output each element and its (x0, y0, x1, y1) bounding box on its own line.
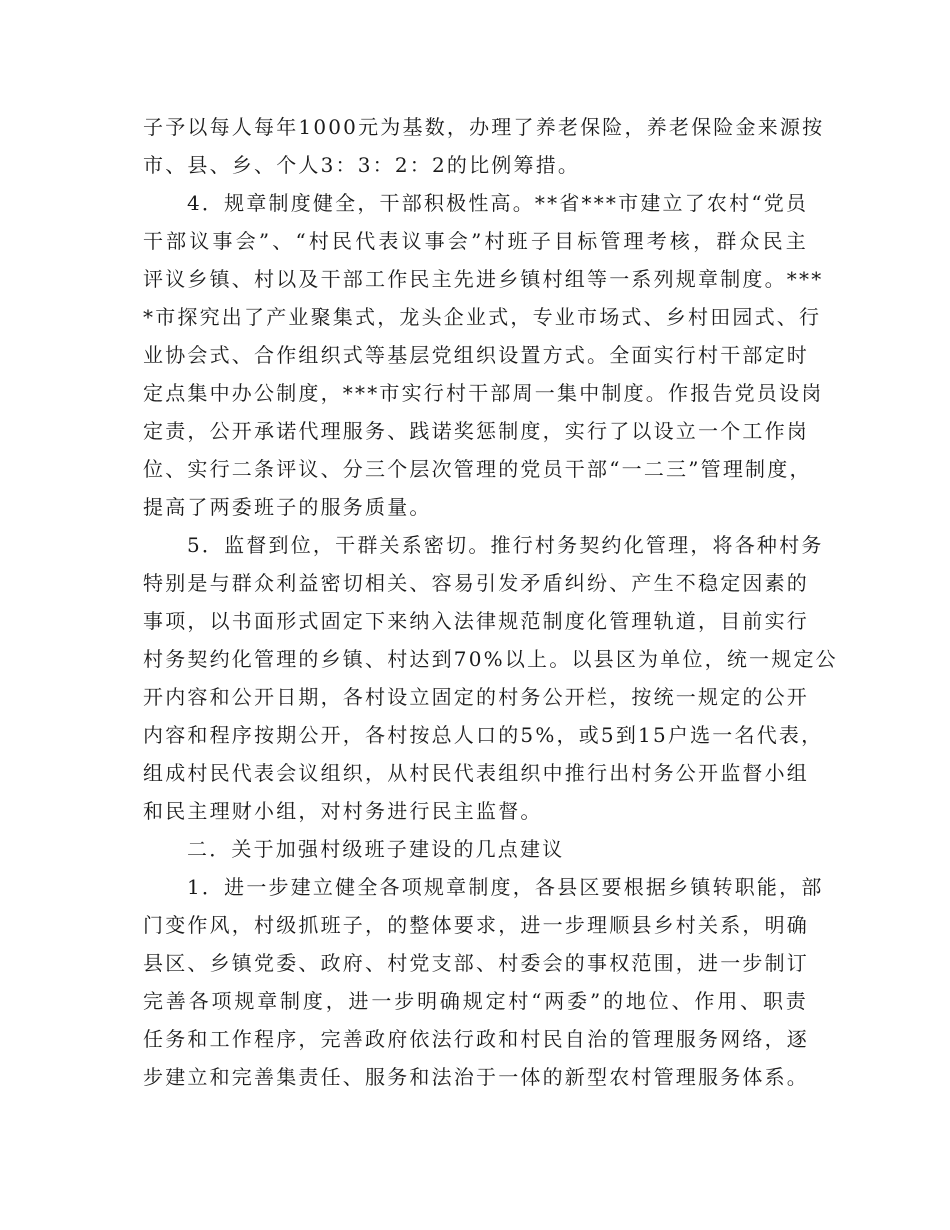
text-line: 业协会式、合作组织式等基层党组织设置方式。全面实行村干部定时 (143, 343, 809, 367)
text-line: 县区、乡镇党委、政府、村党支部、村委会的事权范围，进一步制订 (143, 951, 809, 975)
text-line: 村务契约化管理的乡镇、村达到70%以上。以县区为单位，统一规定公 (143, 647, 838, 671)
paragraph-1-start: 1．进一步建立健全各项规章制度，各县区要根据乡镇转职能，部 (187, 875, 824, 899)
text-line: 干部议事会”、“村民代表议事会”村班子目标管理考核，群众民主 (143, 229, 808, 253)
text-line: 定责，公开承诺代理服务、践诺奖惩制度，实行了以设立一个工作岗 (143, 419, 809, 443)
text-line: 和民主理财小组，对村务进行民主监督。 (143, 799, 543, 823)
paragraph-4-start: 4．规章制度健全，干部积极性高。**省***市建立了农村“党员 (187, 191, 809, 215)
text-line: 定点集中办公制度，***市实行村干部周一集中制度。作报告党员设岗 (143, 381, 824, 405)
text-line: 特别是与群众利益密切相关、容易引发矛盾纠纷、产生不稳定因素的 (143, 571, 809, 595)
text-line: 开内容和公开日期，各村设立固定的村务公开栏，按统一规定的公开 (143, 685, 809, 709)
text-line: 步建立和完善集责任、服务和法治于一体的新型农村管理服务体系。 (143, 1065, 809, 1089)
text-line: 位、实行二条评议、分三个层次管理的党员干部“一二三”管理制度， (143, 457, 812, 481)
text-line: *市探究出了产业聚集式，龙头企业式，专业市场式、乡村田园式、行 (143, 305, 822, 329)
paragraph-5-start: 5．监督到位，干群关系密切。推行村务契约化管理，将各种村务 (187, 533, 824, 557)
text-line: 完善各项规章制度，进一步明确规定村“两委”的地位、作用、职责 (143, 989, 808, 1013)
text-line: 门变作风，村级抓班子，的整体要求，进一步理顺县乡村关系，明确 (143, 913, 809, 937)
text-line: 组成村民代表会议组织，从村民代表组织中推行出村务公开监督小组 (143, 761, 809, 785)
section-heading: 二．关于加强村级班子建设的几点建议 (187, 837, 565, 861)
document-body (143, 108, 838, 1096)
text-line: 子予以每人每年1000元为基数，办理了养老保险，养老保险金来源按 (143, 115, 825, 139)
text-line: 事项，以书面形式固定下来纳入法律规范制度化管理轨道，目前实行 (143, 609, 809, 633)
text-line: 内容和程序按期公开，各村按总人口的5%，或5到15户选一名代表， (143, 723, 824, 747)
text-line: 评议乡镇、村以及干部工作民主先进乡镇村组等一系列规章制度。*** (143, 267, 824, 291)
text-line: 提高了两委班子的服务质量。 (143, 495, 432, 519)
text-line: 市、县、乡、个人3：3：2：2的比例筹措。 (143, 153, 581, 177)
text-line: 任务和工作程序，完善政府依法行政和村民自治的管理服务网络，逐 (143, 1027, 809, 1051)
